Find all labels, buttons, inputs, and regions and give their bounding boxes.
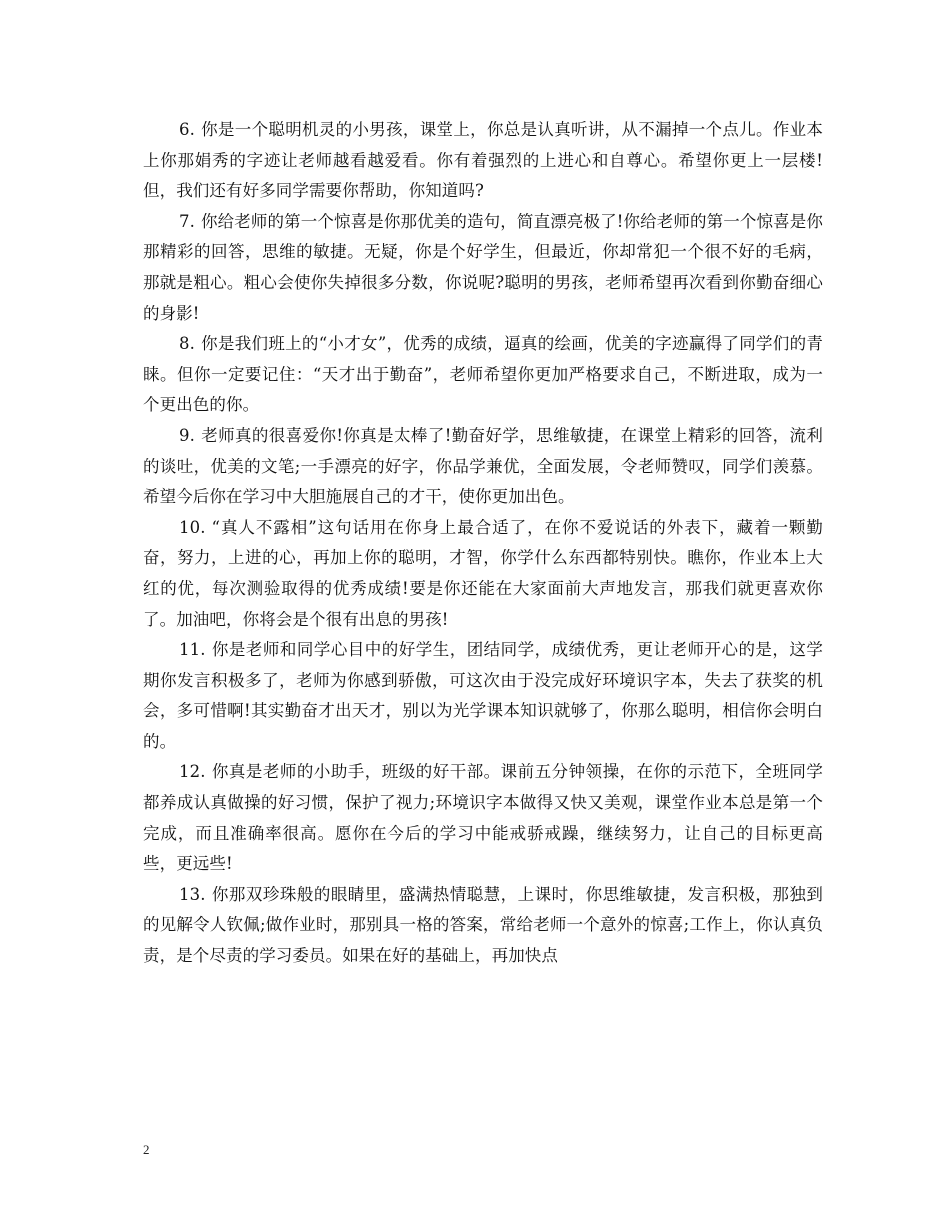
paragraph-text: “真人不露相”这句话用在你身上最合适了，在你不爱说话的外表下，藏着一颗勤奋，努力，上进的心，再加上你的聪明，才智，你学什么东西都特别快。瞧你，作业本上大红的优，每次测验取得的优秀成绩!要是你还能在大家面前大声地发言，那我们就更喜欢你了。加油吧，你将会是个很有出息的男孩! [143, 517, 823, 629]
paragraph-text: 你那双珍珠般的眼睛里，盛满热情聪慧，上课时，你思维敏捷，发言积极，那独到的见解令人钦佩;做作业时，那别具一格的答案，常给老师一个意外的惊喜;工作上，你认真负责，是个尽责的学习委员。如果在好的基础上，再加快点 [143, 884, 823, 966]
paragraph-number: 8. [179, 334, 195, 354]
paragraph-number: 7. [179, 211, 195, 231]
comment-paragraph-11 [143, 635, 823, 757]
paragraph-number: 12. [179, 762, 206, 782]
paragraph-text: 你是老师和同学心目中的好学生，团结同学，成绩优秀，更让老师开心的是，这学期你发言积极多了，老师为你感到骄傲，可这次由于没完成好环境识字本，失去了获奖的机会，多可惜啊!其实勤奋才出天才，别以为光学课本知识就够了，你那么聪明，相信你会明白的。 [143, 640, 823, 751]
comment-paragraph-8 [143, 329, 823, 421]
comment-paragraph-9 [143, 421, 823, 513]
paragraph-text: 老师真的很喜爱你!你真是太棒了!勤奋好学，思维敏捷，在课堂上精彩的回答，流利的谈吐，优美的文笔;一手漂亮的好字，你品学兼优，全面发展，令老师赞叹，同学们羡慕。希望今后你在学习中大胆施展自己的才干，使你更加出色。 [143, 425, 823, 507]
paragraph-number: 10. [179, 517, 206, 537]
comment-paragraph-10 [143, 513, 823, 635]
paragraph-number: 13. [179, 884, 206, 904]
paragraph-text: 你给老师的第一个惊喜是你那优美的造句，简直漂亮极了!你给老师的第一个惊喜是你那精彩的回答，思维的敏捷。无疑，你是个好学生，但最近，你却常犯一个很不好的毛病，那就是粗心。粗心会使你失掉很多分数，你说呢?聪明的男孩，老师希望再次看到你勤奋细心的身影! [143, 211, 823, 323]
comment-paragraph-6 [143, 115, 823, 207]
document-body [143, 115, 823, 972]
comment-paragraph-12 [143, 757, 823, 879]
paragraph-text: 你是一个聪明机灵的小男孩，课堂上，你总是认真听讲，从不漏掉一个点儿。作业本上你那娟秀的字迹让老师越看越爱看。你有着强烈的上进心和自尊心。希望你更上一层楼!但，我们还有好多同学需要你帮助，你知道吗? [143, 120, 823, 201]
paragraph-text: 你真是老师的小助手，班级的好干部。课前五分钟领操，在你的示范下，全班同学都养成认真做操的好习惯，保护了视力;环境识字本做得又快又美观，课堂作业本总是第一个完成，而且准确率很高。愿你在今后的学习中能戒骄戒躁，继续努力，让自己的目标更高些，更远些! [143, 762, 823, 874]
paragraph-number: 9. [179, 425, 195, 445]
comment-paragraph-7 [143, 207, 823, 329]
paragraph-number: 6. [179, 120, 195, 139]
paragraph-text: 你是我们班上的“小才女”，优秀的成绩，逼真的绘画，优美的字迹赢得了同学们的青睐。但你一定要记住：“天才出于勤奋”，老师希望你更加严格要求自己，不断进取，成为一个更出色的你。 [143, 334, 823, 415]
paragraph-number: 11. [179, 640, 206, 660]
comment-paragraph-13 [143, 880, 823, 972]
page-number: 2 [143, 1142, 150, 1157]
